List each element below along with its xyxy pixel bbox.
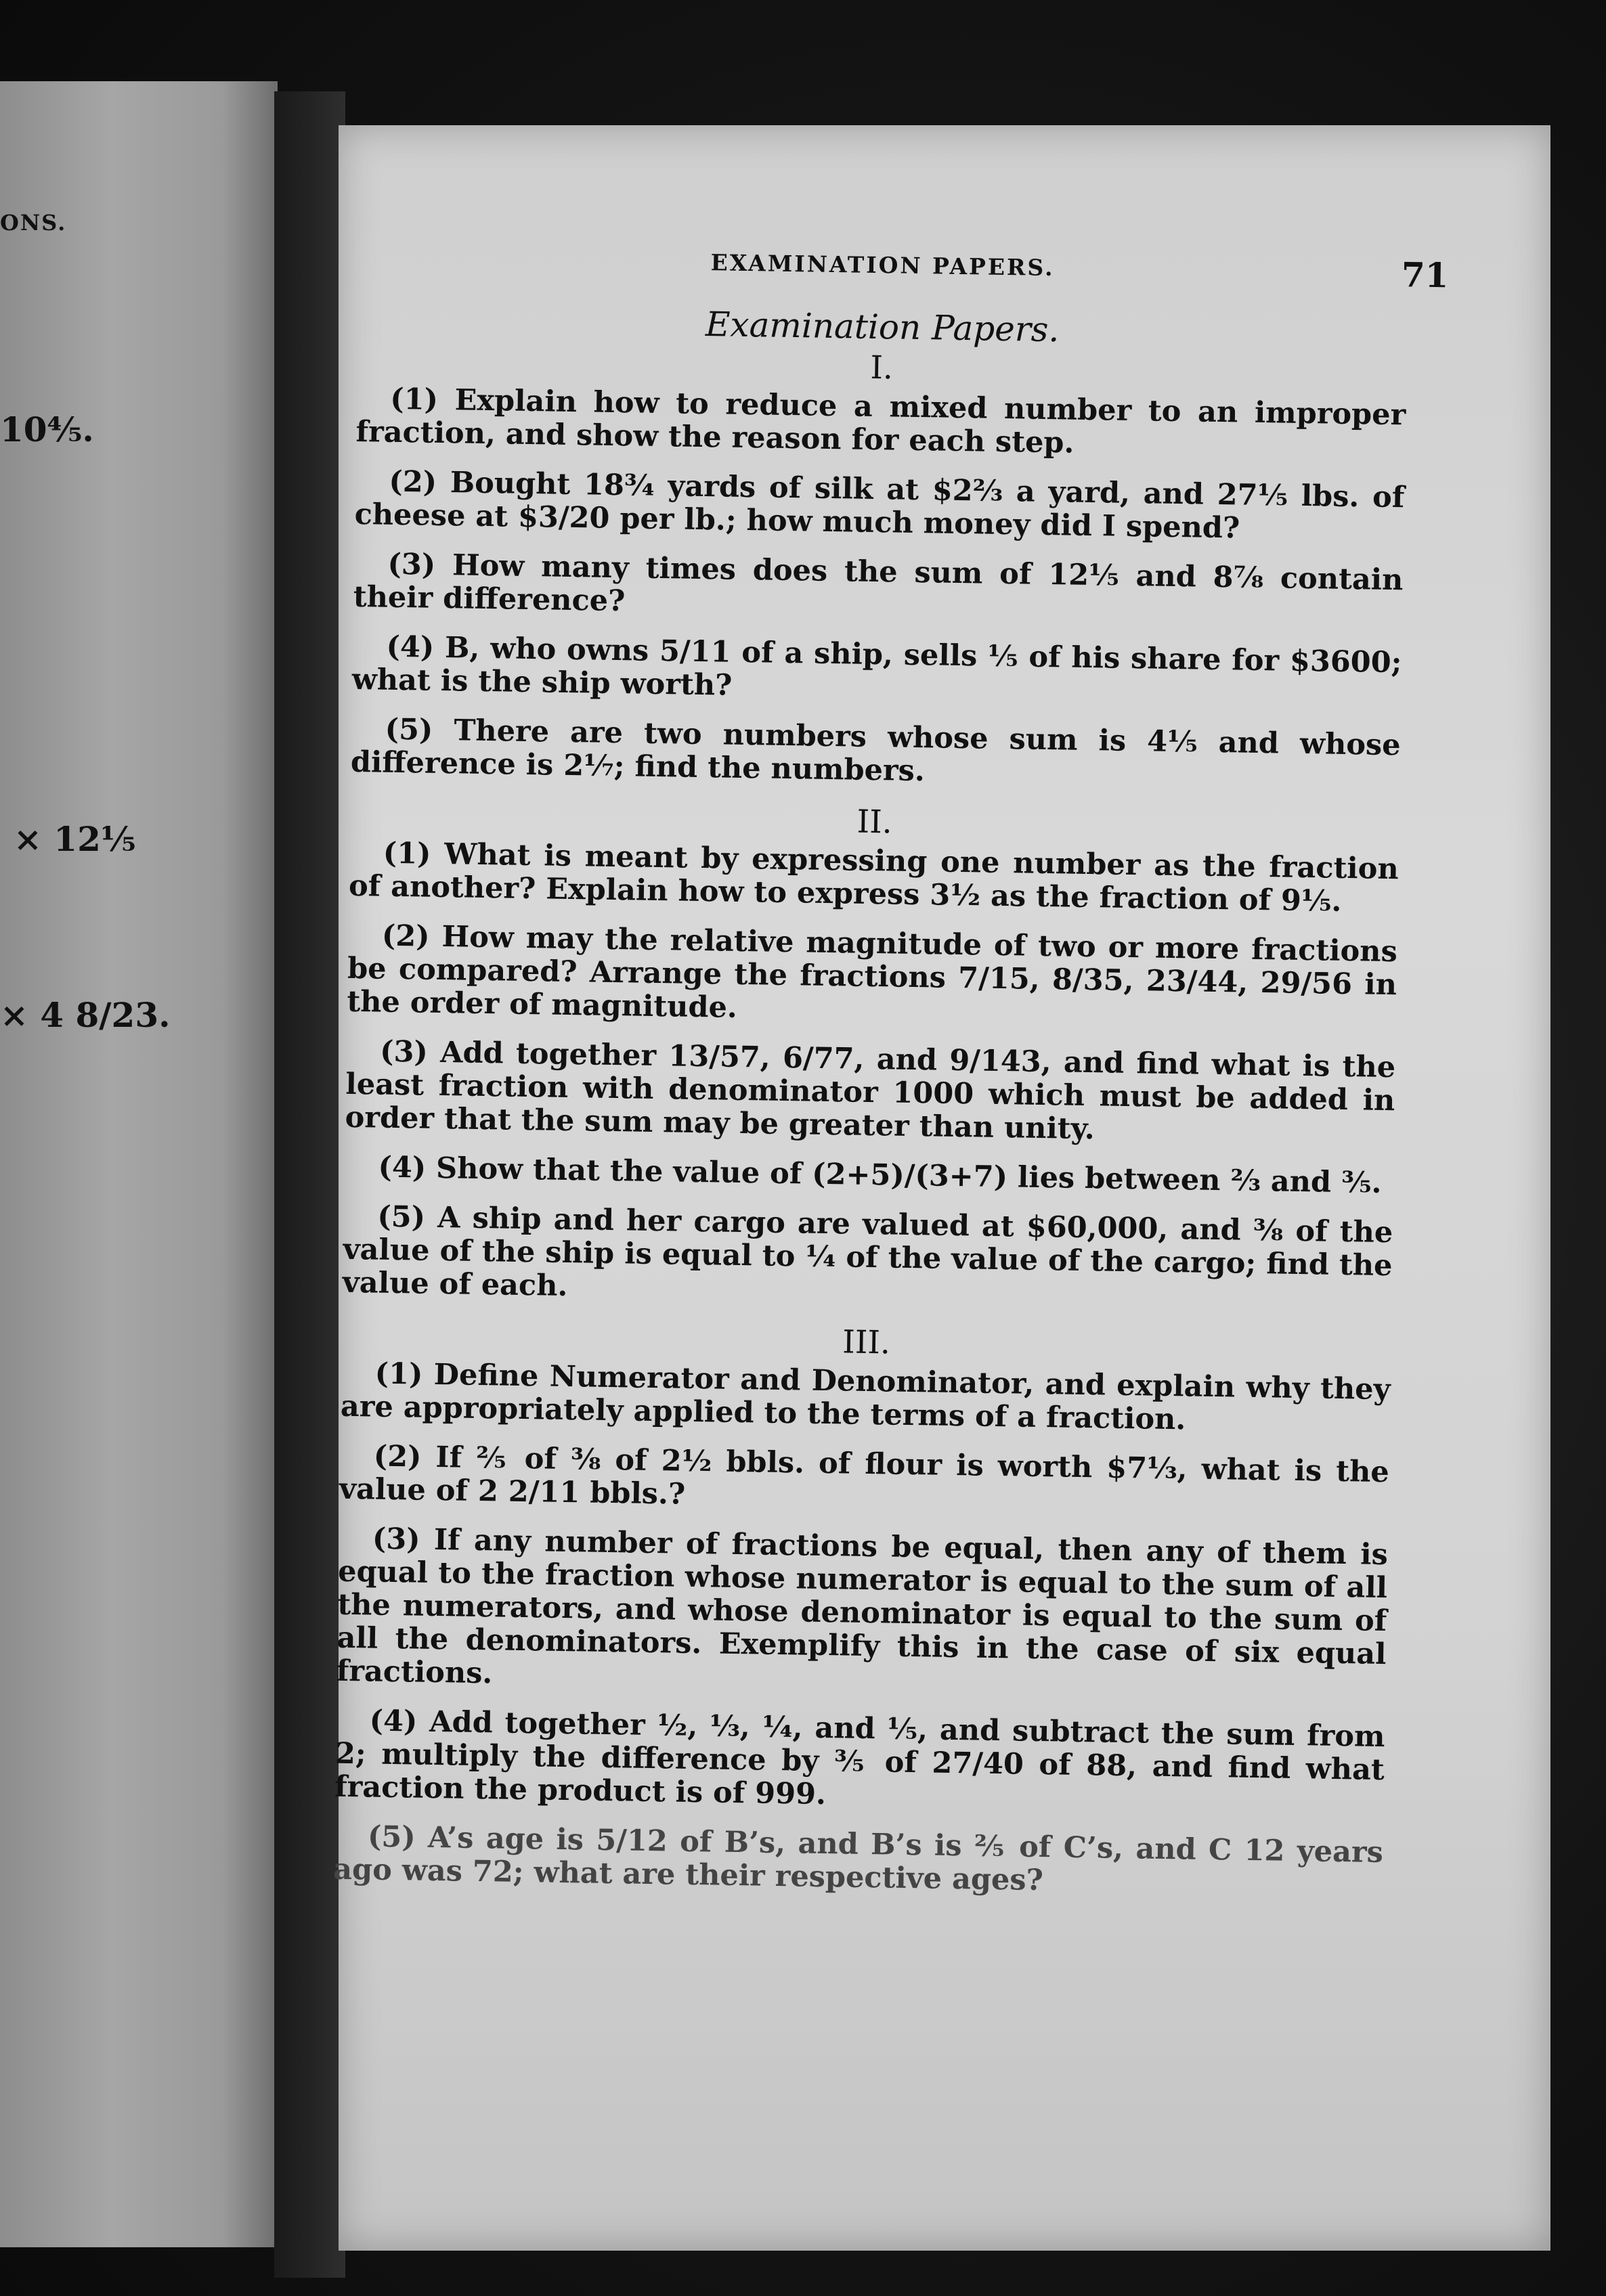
running-head	[358, 244, 1449, 307]
question: (3) How many times does the sum of 12⅕ and 8⅞ contain their difference?	[353, 547, 1404, 619]
previous-page-fragment	[0, 81, 278, 2247]
question: (2) If ⅖ of ⅜ of 2½ bbls. of flour is worth $7⅓, what is the value of 2 2/11 bbls.?	[339, 1439, 1390, 1511]
question: (4) B, who owns 5/11 of a ship, sells ⅕ of his share for $3600; what is the ship worth?	[351, 630, 1402, 703]
question: (5) A ship and her cargo are valued at $60,000, and ⅜ of the value of the ship is equal to ¼ of the value of the cargo; find the value of each.	[342, 1199, 1393, 1304]
question: (4) Show that the value of (2+5)/(3+7) lies between ⅔ and ⅗.	[378, 1150, 1382, 1200]
previous-page-header-fragment: ONS.	[0, 210, 67, 236]
page-title: Examination Papers.	[705, 305, 1060, 350]
question: (4) Add together ½, ⅓, ¼, and ⅕, and subtract the sum from 2; multiply the difference by ⅗ of 27/40 of 88, and find what fraction the product is of 999.	[334, 1704, 1385, 1812]
previous-page-text-fragment: × 4 8/23.	[0, 995, 171, 1035]
page-content	[332, 244, 1449, 1919]
question: (1) What is meant by expressing one number as the fraction of another? Explain how to express 3½ as the fraction of 9⅕.	[348, 836, 1399, 919]
question: (3) If any number of fractions be equal, then any of them is equal to the fraction whose numerator is equal to the sum of all the numerators, and whose denominator is equal to the sum of all the denominators. Exemplify this in the case of six equal fractions.	[336, 1522, 1389, 1691]
book-page	[332, 125, 1550, 2251]
previous-page-text-fragment: × 12⅕	[14, 819, 136, 859]
section-heading: III.	[842, 1323, 891, 1362]
question: (2) Bought 18¾ yards of silk at $2⅔ a yard, and 27⅕ lbs. of cheese at $3/20 per lb.; how much money did I spend?	[354, 464, 1405, 546]
section-heading: II.	[856, 803, 893, 841]
running-title: EXAMINATION PAPERS.	[710, 249, 1055, 282]
question: (3) Add together 13/57, 6/77, and 9/143, and find what is the least fraction with denominator 1000 which must be added in order that the sum may be greater than unity.	[345, 1034, 1396, 1147]
section-heading: I.	[870, 349, 894, 387]
book-gutter	[274, 91, 345, 2278]
question: (1) Define Numerator and Denominator, and explain why they are appropriately applied to the terms of a fraction.	[340, 1356, 1391, 1437]
page-number: 71	[1401, 255, 1449, 296]
question: (2) How may the relative magnitude of two or more fractions be compared? Arrange the fractions 7/15, 8/35, 23/44, 29/56 in the order of magnitude.	[347, 919, 1398, 1025]
question: (1) Explain how to reduce a mixed number to an improper fraction, and show the reason for each step.	[355, 382, 1406, 460]
question: (5) There are two numbers whose sum is 4⅕ and whose difference is 2⅐; find the numbers.	[350, 712, 1401, 789]
question: (5) A’s age is 5/12 of B’s, and B’s is ⅖ of C’s, and C 12 years ago was 72; what are their respective ages?	[332, 1819, 1384, 1898]
previous-page-text-fragment: 10⅘.	[0, 410, 94, 449]
